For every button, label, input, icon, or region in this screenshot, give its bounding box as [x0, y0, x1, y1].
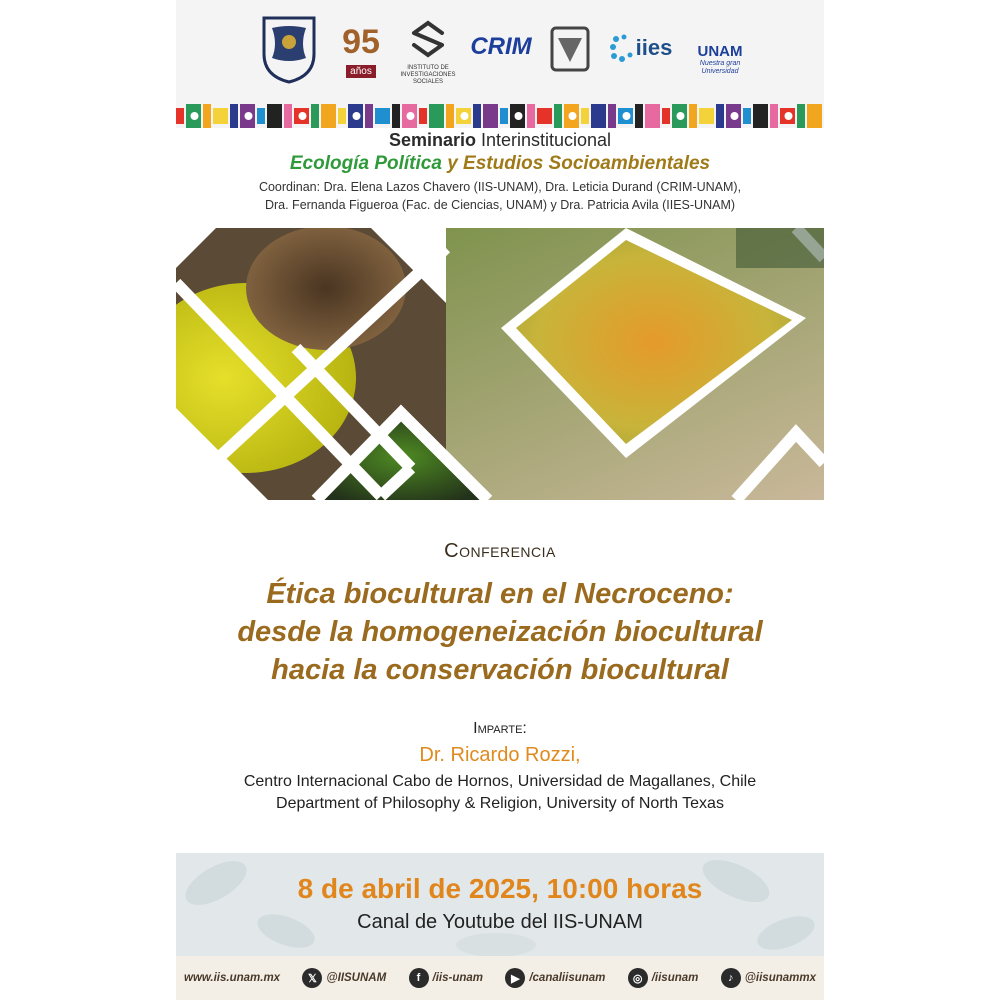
pattern-cell	[716, 104, 724, 128]
anios-number: 95	[342, 22, 380, 61]
pattern-cell	[591, 104, 606, 128]
pattern-cell	[527, 104, 535, 128]
pattern-cell	[392, 104, 400, 128]
speaker-affiliations	[176, 771, 824, 815]
footer-facebook[interactable]	[409, 968, 483, 988]
pattern-cell	[213, 108, 228, 124]
pattern-cell	[311, 104, 319, 128]
pattern-cell	[797, 104, 805, 128]
pattern-dot	[299, 112, 307, 120]
x-icon: 𝕏	[302, 968, 322, 988]
pattern-dot	[623, 112, 631, 120]
pattern-cell	[645, 104, 660, 128]
pattern-cell	[321, 104, 336, 128]
instagram-handle[interactable]: /iisunam	[651, 972, 699, 984]
pattern-cell	[375, 108, 390, 124]
pattern-cell	[608, 104, 616, 128]
pattern-cell	[338, 108, 346, 124]
conference-block	[176, 540, 824, 689]
tiktok-icon: ♪	[721, 968, 741, 988]
pattern-cell	[807, 104, 822, 128]
footer-tiktok[interactable]	[721, 968, 816, 988]
iies-logo	[600, 28, 680, 68]
x-handle[interactable]: @IISUNAM	[326, 972, 387, 984]
seminar-subtitle-green: Ecología Política	[289, 153, 442, 174]
pattern-dot	[407, 112, 415, 120]
tiktok-handle[interactable]: @iisunammx	[744, 972, 816, 984]
pattern-cell	[689, 104, 697, 128]
event-poster	[176, 0, 824, 1000]
brown-lichen	[246, 228, 406, 350]
conference-title-line-3: hacia la conservación biocultural	[271, 654, 729, 686]
speaker-label: Imparte:	[473, 720, 527, 737]
crim-logo	[466, 30, 536, 64]
pattern-cell	[699, 108, 714, 124]
speaker-affiliation-2: Department of Philosophy & Religion, University of North Texas	[276, 795, 724, 812]
logo-header	[176, 0, 824, 104]
conference-label: Conferencia	[444, 540, 556, 562]
pattern-cell	[365, 104, 373, 128]
facebook-icon: f	[409, 968, 429, 988]
pattern-cell	[753, 104, 768, 128]
conference-title-line-1: Ética biocultural en el Necroceno:	[266, 578, 734, 610]
seminar-subtitle	[176, 153, 824, 175]
pattern-cell	[473, 104, 481, 128]
youtube-handle[interactable]: /canaliisunam	[529, 972, 606, 984]
event-date: 8 de abril de 2025, 10:00 horas	[297, 873, 703, 904]
seminar-coordinators	[176, 178, 824, 214]
unam-tagline: Nuestra gran Universidad	[699, 60, 741, 75]
footer-website[interactable]	[184, 972, 280, 984]
facultad-ciencias-logo	[548, 24, 592, 74]
speaker-affiliation-1: Centro Internacional Cabo de Hornos, Universidad de Magallanes, Chile	[243, 773, 757, 790]
pattern-dot	[245, 112, 253, 120]
pattern-cell	[537, 108, 552, 124]
pattern-cell	[743, 108, 751, 124]
pattern-dot	[461, 112, 469, 120]
pattern-cell	[770, 104, 778, 128]
seminar-subtitle-ochre: Estudios Socioambientales	[463, 153, 711, 174]
pattern-cell	[203, 104, 211, 128]
pattern-cell	[483, 104, 498, 128]
lichen-photo-collage	[176, 228, 824, 500]
footer-youtube[interactable]	[505, 968, 605, 988]
website-link[interactable]: www.iis.unam.mx	[184, 972, 281, 984]
iis-symbol-icon	[408, 19, 448, 59]
seminar-title-bold: Seminario	[388, 130, 476, 150]
95-anios-logo	[332, 22, 390, 80]
iis-logo	[398, 14, 458, 90]
seminar-title	[176, 130, 824, 151]
event-date-band	[176, 853, 824, 956]
decorative-pattern-band	[176, 104, 824, 128]
youtube-icon: ▶	[505, 968, 525, 988]
pattern-cell	[176, 108, 184, 124]
coordinators-line-1: Coordinan: Dra. Elena Lazos Chavero (IIS-UNAM), Dra. Leticia Durand (CRIM-UNAM),	[258, 180, 742, 194]
seminar-block	[176, 130, 824, 214]
footer-instagram[interactable]	[628, 968, 699, 988]
pattern-dot	[569, 112, 577, 120]
pattern-cell	[581, 108, 589, 124]
pattern-dot	[731, 112, 739, 120]
crim-label: CRIM	[470, 33, 532, 60]
facebook-handle[interactable]: /iis-unam	[432, 972, 483, 984]
pattern-dot	[785, 112, 793, 120]
unam-gran-universidad-logo	[690, 38, 750, 82]
pattern-cell	[419, 108, 427, 124]
pattern-dot	[677, 112, 685, 120]
seminar-title-rest: Interinstitucional	[475, 130, 612, 150]
pattern-cell	[257, 108, 265, 124]
seminar-subtitle-y: y	[441, 153, 464, 174]
footer-x[interactable]	[302, 968, 386, 988]
social-footer	[176, 956, 824, 1000]
pattern-cell	[284, 104, 292, 128]
instagram-icon: ◎	[628, 968, 648, 988]
pattern-cell	[554, 104, 562, 128]
pattern-cell	[429, 104, 444, 128]
unam-shield-logo	[260, 14, 318, 84]
pattern-dot	[191, 112, 199, 120]
conference-title	[176, 575, 824, 689]
pattern-dot	[515, 112, 523, 120]
pattern-cell	[230, 104, 238, 128]
event-channel: Canal de Youtube del IIS-UNAM	[357, 911, 643, 933]
pattern-cell	[267, 104, 282, 128]
pattern-cell	[446, 104, 454, 128]
coordinators-line-2: Dra. Fernanda Figueroa (Fac. de Ciencias, UNAM) y Dra. Patricia Avila (IIES-UNAM)	[264, 198, 736, 212]
pattern-dot	[353, 112, 361, 120]
iies-label: iies	[635, 35, 673, 60]
speaker-name: Dr. Ricardo Rozzi,	[419, 744, 581, 766]
pattern-cell	[662, 108, 670, 124]
speaker-block	[176, 720, 824, 815]
iies-dots-icon	[608, 33, 634, 63]
anios-label: años	[346, 65, 376, 78]
conference-title-line-2: desde la homogeneización biocultural	[237, 616, 763, 648]
unam-label: UNAM	[697, 43, 743, 60]
pattern-cell	[500, 108, 508, 124]
pattern-cell	[635, 104, 643, 128]
iis-label: INSTITUTO DE INVESTIGACIONES SOCIALES	[400, 64, 456, 85]
